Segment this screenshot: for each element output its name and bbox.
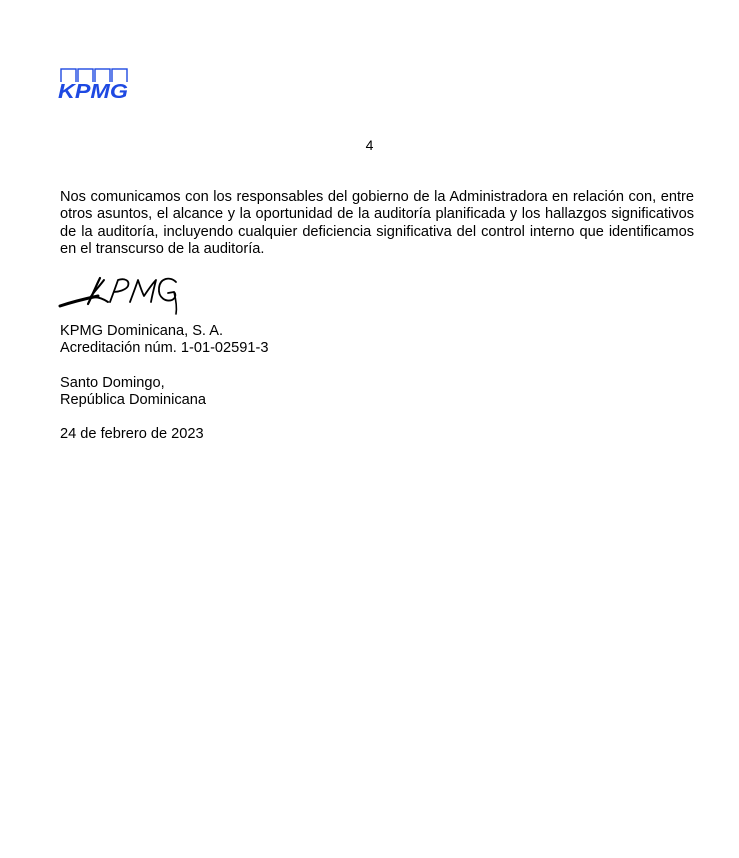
firm-block xyxy=(60,323,269,358)
body-paragraph: Nos comunicamos con los responsables del gobierno de la Administradora en relación con, entre otros asuntos, el alcance y la oportunidad de la auditoría planificada y los hallazgos significativos de la auditoría, incluyendo cualquier deficiencia significativa del control interno que identificamos en el transcurso de la auditoría. xyxy=(60,189,694,258)
document-date: 24 de febrero de 2023 xyxy=(60,426,204,442)
svg-text:KPMG: KPMG xyxy=(58,81,128,102)
kpmg-signature xyxy=(58,272,183,320)
location-country: República Dominicana xyxy=(60,392,207,409)
page-number: 4 xyxy=(365,137,374,153)
kpmg-logo xyxy=(56,68,132,102)
location-city: Santo Domingo, xyxy=(60,375,165,391)
firm-name: KPMG Dominicana, S. A. xyxy=(60,323,224,339)
location-block xyxy=(60,375,206,410)
firm-accreditation: Acreditación núm. 1-01-02591-3 xyxy=(60,340,269,357)
